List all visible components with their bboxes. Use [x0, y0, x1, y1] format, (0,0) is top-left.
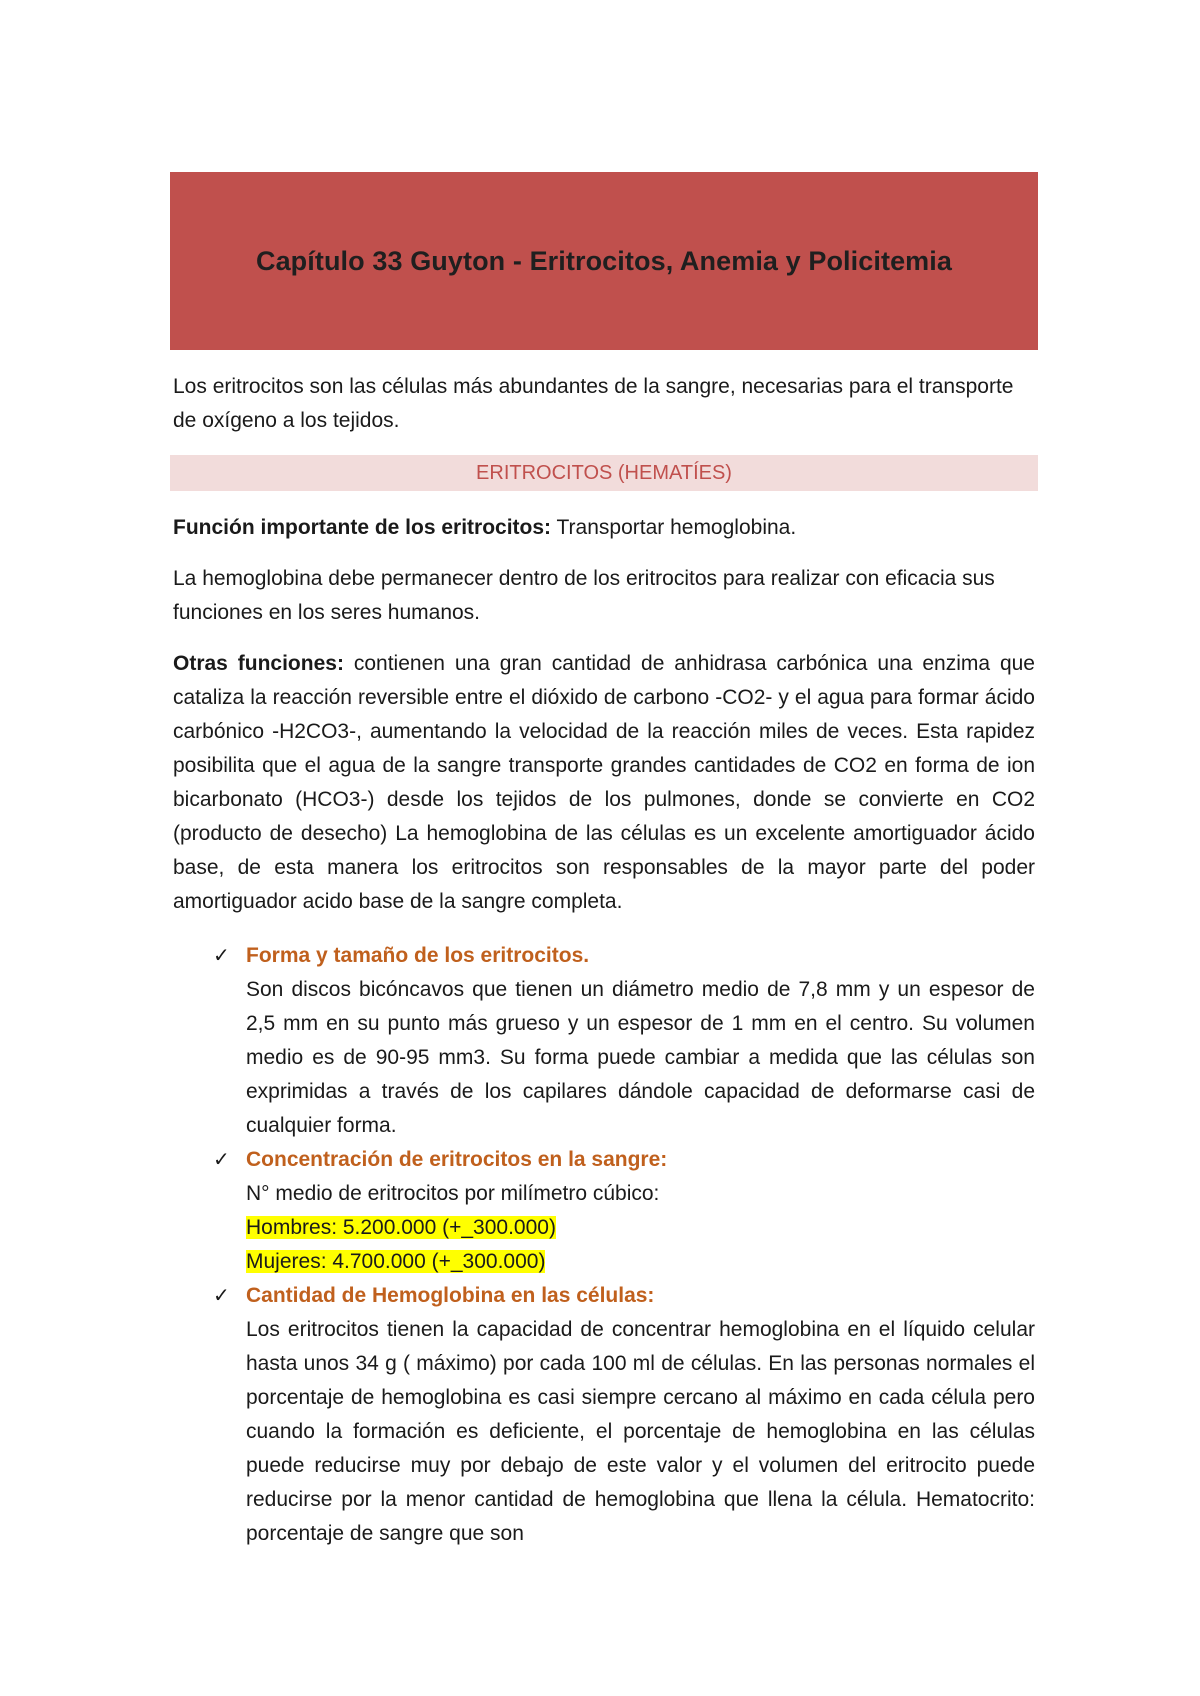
item-line: N° medio de eritrocitos por milímetro cúbico: [246, 1182, 660, 1205]
funcion-text: Transportar hemoglobina. [551, 516, 797, 539]
checklist [173, 939, 1035, 1551]
funcion-label: Función importante de los eritrocitos: [173, 516, 552, 539]
item-body: Son discos bicóncavos que tienen un diámetro medio de 7,8 mm y un espesor de 2,5 mm en su punto más grueso y un espesor de 1 mm en el centro. Su volumen medio es de 90-95 mm3. Su forma puede cambiar a medida que las células son exprimidas a través de los capilares dándole capacidad de deformarse casi de cualquier forma. [246, 978, 1035, 1137]
checkmark-icon: ✓ [213, 945, 230, 967]
item-title: Cantidad de Hemoglobina en las células: [246, 1284, 655, 1307]
hombres-line [246, 1211, 1035, 1245]
highlighted-hombres: Hombres: 5.200.000 (+_300.000) [246, 1216, 556, 1239]
item-title: Concentración de eritrocitos en la sangre: [246, 1148, 668, 1171]
title-banner [170, 172, 1038, 350]
item-body: Los eritrocitos tienen la capacidad de concentrar hemoglobina en el líquido celular hasta unos 34 g ( máximo) por cada 100 ml de células. En las personas normales el porcentaje de hemoglobina es casi siempre cercano al máximo en cada célula pero cuando la formación es deficiente, el porcentaje de hemoglobina en las células puede reducirse muy por debajo de este valor y el volumen del eritrocito puede reducirse por la menor cantidad de hemoglobina que llena la célula. Hematocrito: porcentaje de sangre que son [246, 1318, 1035, 1545]
page-title: Capítulo 33 Guyton - Eritrocitos, Anemia y Policitemia [255, 245, 953, 276]
highlighted-mujeres: Mujeres: 4.700.000 (+_300.000) [246, 1250, 546, 1273]
otras-funciones-text: contienen una gran cantidad de anhidrasa carbónica una enzima que cataliza la reacción reversible entre el dióxido de carbono -CO2- y el agua para formar ácido carbónico -H2CO3-, aumentando la velocidad de la reacción miles de veces. Esta rapidez posibilita que el agua de la sangre transporte grandes cantidades de CO2 en forma de ion bicarbonato (HCO3-) desde los tejidos de los pulmones, donde se convierte en CO2 (producto de desecho) La hemoglobina de las células es un excelente amortiguador ácido base, de esta manera los eritrocitos son responsables de la mayor parte del poder amortiguador acido base de la sangre completa. [173, 652, 1035, 913]
list-item [173, 1143, 1035, 1279]
otras-funciones-paragraph [173, 647, 1035, 919]
checkmark-icon: ✓ [213, 1285, 230, 1307]
list-item [173, 1279, 1035, 1551]
mujeres-line [246, 1245, 1035, 1279]
otras-funciones-label: Otras funciones: [173, 652, 344, 675]
intro-paragraph: Los eritrocitos son las células más abundantes de la sangre, necesarias para el transporte de oxígeno a los tejidos. [173, 375, 1014, 432]
funcion-paragraph [173, 511, 1035, 545]
hemoglobina-paragraph: La hemoglobina debe permanecer dentro de los eritrocitos para realizar con eficacia sus funciones en los seres humanos. [173, 567, 995, 624]
checkmark-icon: ✓ [213, 1149, 230, 1171]
document-body [173, 370, 1035, 1551]
item-title: Forma y tamaño de los eritrocitos. [246, 944, 590, 967]
list-item [173, 939, 1035, 1143]
section-header: ERITROCITOS (HEMATÍES) [170, 455, 1038, 491]
